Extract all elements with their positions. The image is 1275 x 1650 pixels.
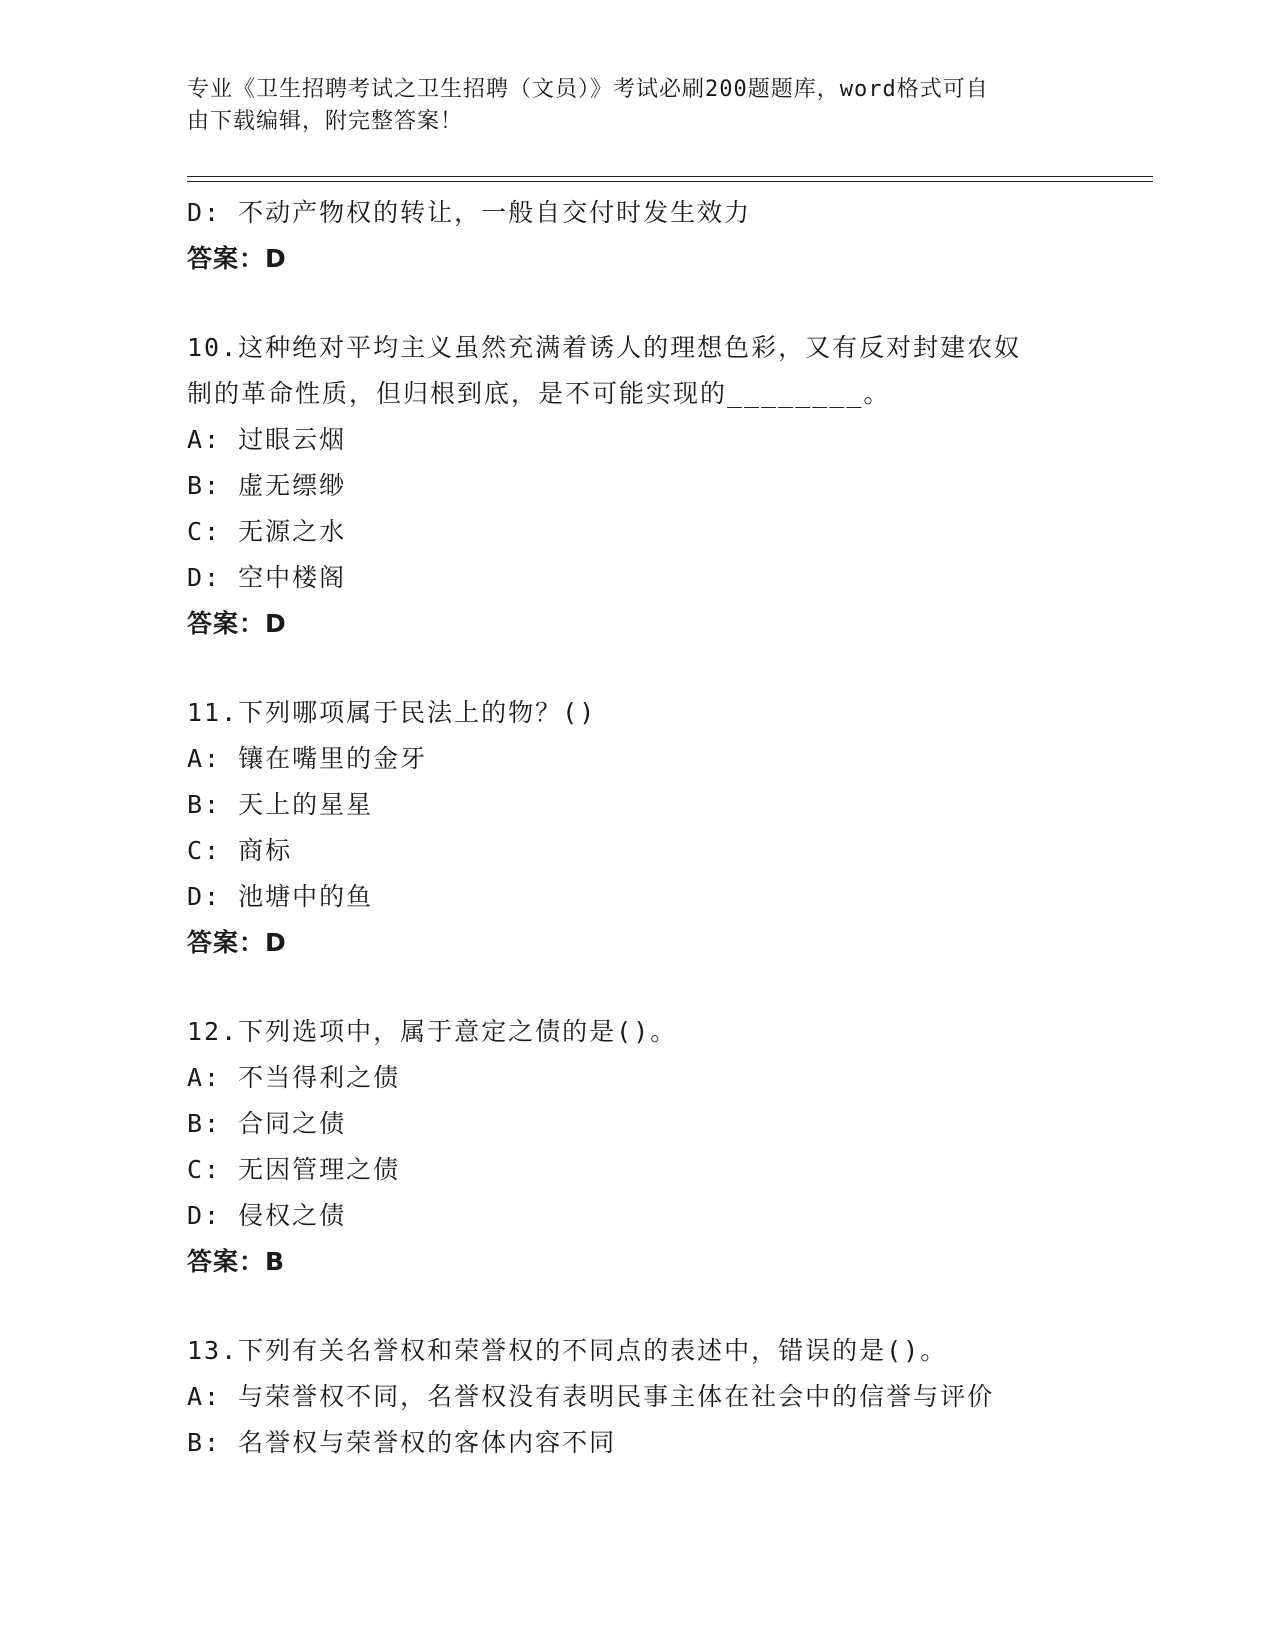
option-b: B: 天上的星星 [187,790,374,819]
option-c: C: 商标 [187,836,293,865]
option-d: D: 池塘中的鱼 [187,882,374,911]
question-stem: 10.这种绝对平均主义虽然充满着诱人的理想色彩，又有反对封建农奴 [187,333,1022,362]
answer: 答案：B [187,1247,286,1276]
option-d: D: 空中楼阁 [187,563,347,592]
option-b: B: 名誉权与荣誉权的客体内容不同 [187,1428,617,1457]
option-a: A: 不当得利之债 [187,1063,401,1092]
header-divider-top [187,176,1153,177]
answer: 答案：D [187,609,287,638]
answer: 答案：D [187,928,287,957]
question-13 [187,1328,1087,1466]
option-c: C: 无因管理之债 [187,1155,401,1184]
option-a: A: 与荣誉权不同，名誉权没有表明民事主体在社会中的信誉与评价 [187,1382,995,1411]
document-body [187,190,1087,1466]
option-b: B: 合同之债 [187,1109,347,1138]
question-stem: 11.下列哪项属于民法上的物？() [187,698,597,727]
question-stem-continued: 制的革命性质，但归根到底，是不可能实现的________。 [187,379,891,408]
question-11 [187,690,1087,966]
prev-question-answer: 答案：D [187,244,287,273]
header-line-2: 由下载编辑，附完整答案！ [187,109,464,134]
question-10 [187,325,1087,647]
question-stem: 13.下列有关名誉权和荣誉权的不同点的表述中，错误的是()。 [187,1336,948,1365]
question-12 [187,1009,1087,1285]
header-divider-bottom [187,181,1153,182]
option-a: A: 过眼云烟 [187,425,347,454]
option-a: A: 镶在嘴里的金牙 [187,744,428,773]
question-stem: 12.下列选项中，属于意定之债的是()。 [187,1017,678,1046]
option-d: D: 侵权之债 [187,1201,347,1230]
prev-question-option-d: D: 不动产物权的转让，一般自交付时发生效力 [187,198,752,227]
header-line-1: 专业《卫生招聘考试之卫生招聘（文员）》考试必刷200题题库，word格式可自 [187,77,989,102]
option-b: B: 虚无缥缈 [187,471,347,500]
document-header [187,74,1087,138]
option-c: C: 无源之水 [187,517,347,546]
